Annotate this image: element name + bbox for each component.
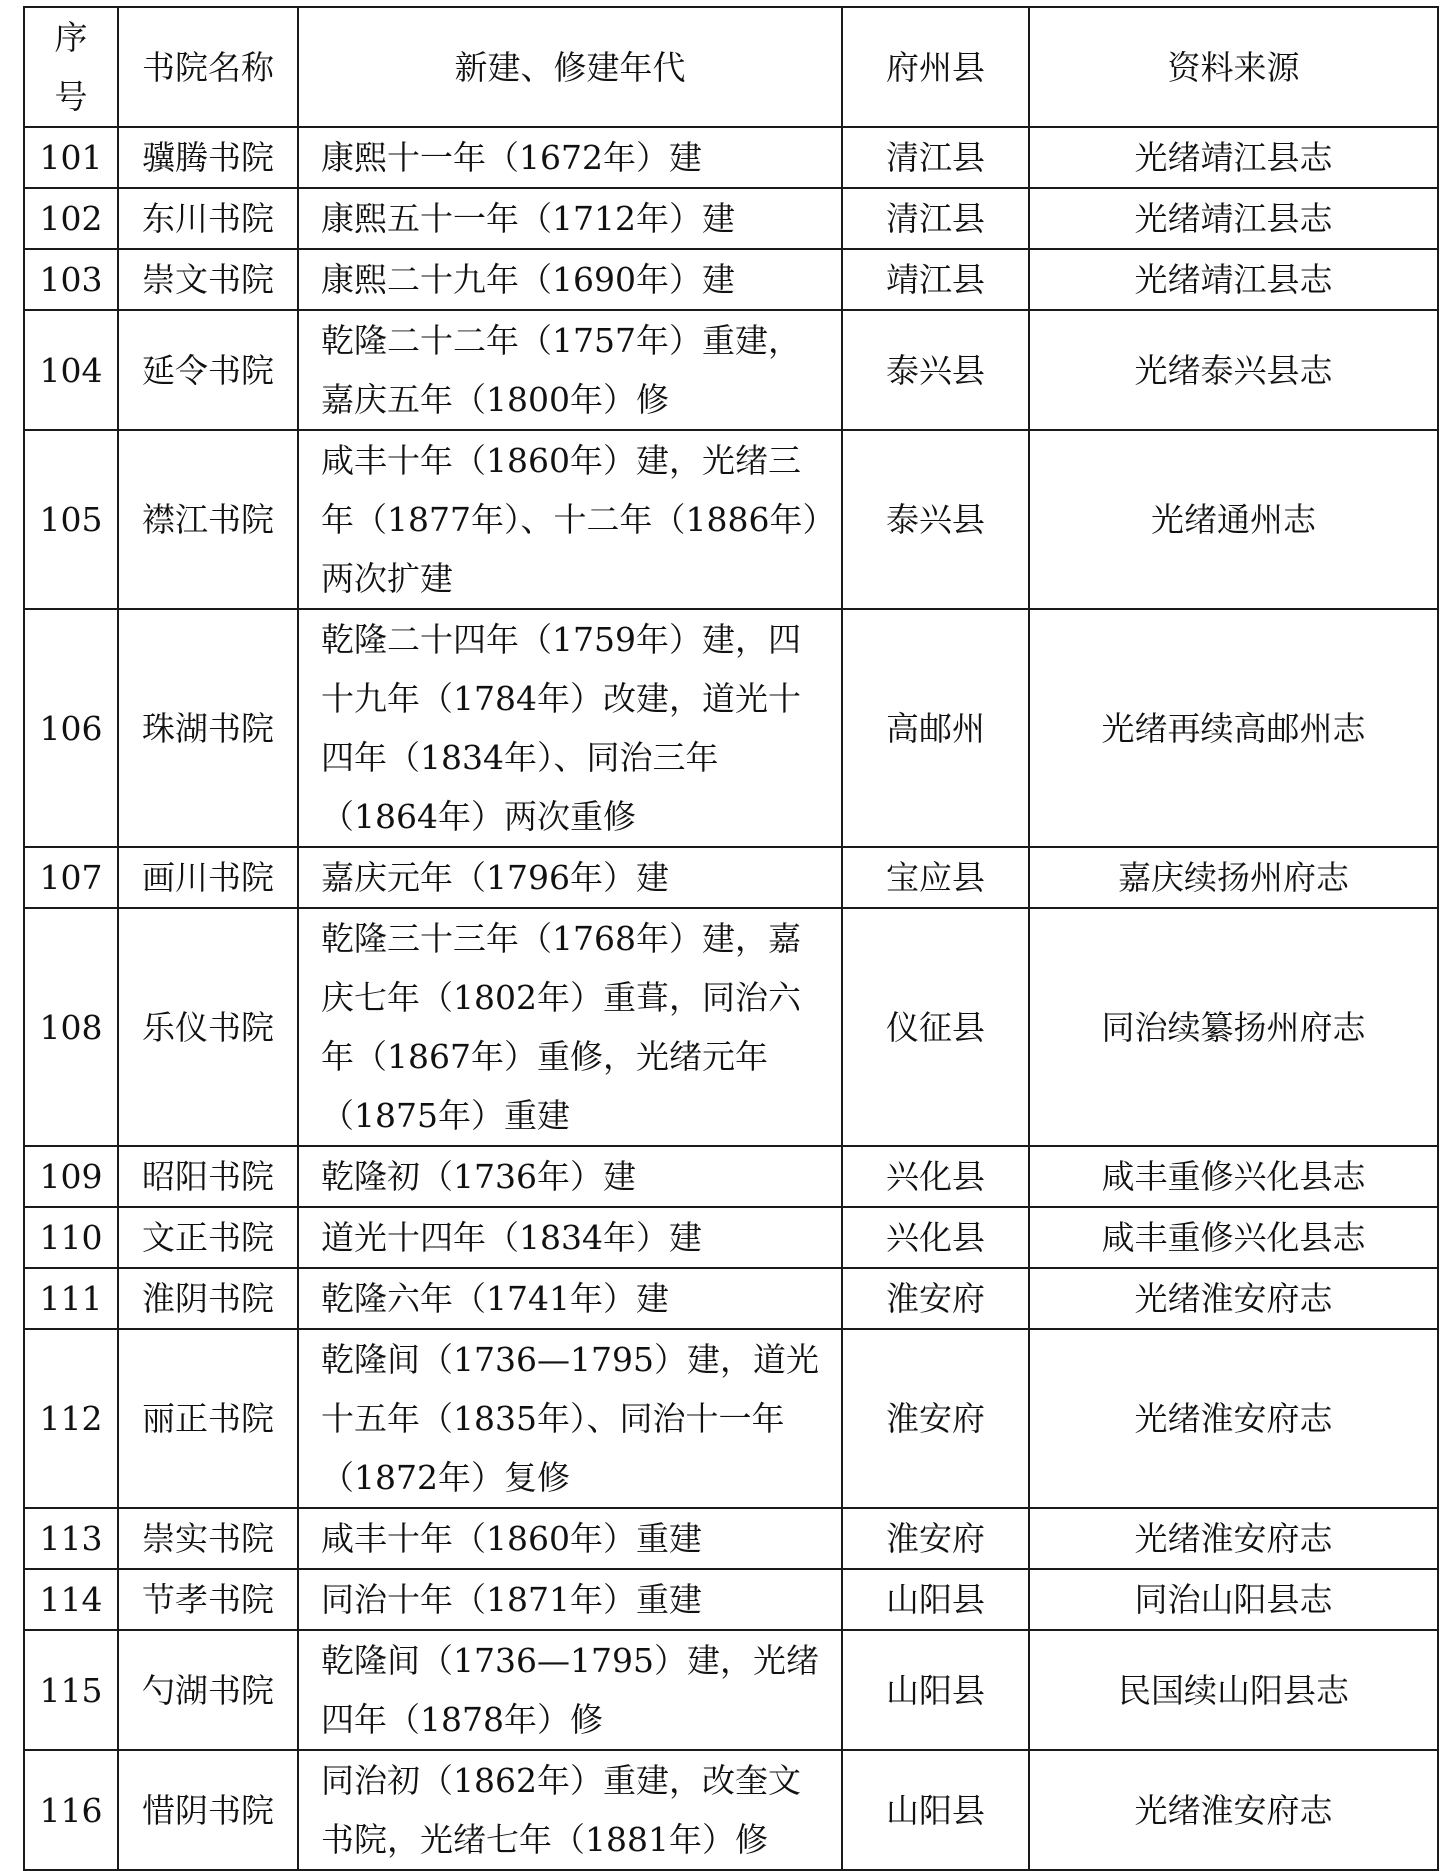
academy-name-cell: 襟江书院 xyxy=(118,430,298,609)
academy-name-cell: 惜阴书院 xyxy=(118,1750,298,1870)
academy-name-cell: 文正书院 xyxy=(118,1207,298,1268)
academy-name-cell: 节孝书院 xyxy=(118,1569,298,1630)
serial-number-cell: 104 xyxy=(24,310,118,430)
source-cell: 光绪泰兴县志 xyxy=(1029,310,1438,430)
source-cell: 光绪淮安府志 xyxy=(1029,1750,1438,1870)
source-cell: 光绪再续高邮州志 xyxy=(1029,609,1438,847)
county-cell: 高邮州 xyxy=(842,609,1029,847)
construction-era-cell: 乾隆三十三年（1768年）建，嘉庆七年（1802年）重葺，同治六年（1867年）重修，光绪元年（1875年）重建 xyxy=(298,908,842,1146)
academy-name-cell: 珠湖书院 xyxy=(118,609,298,847)
county-cell: 淮安府 xyxy=(842,1268,1029,1329)
serial-number-cell: 111 xyxy=(24,1268,118,1329)
table-row xyxy=(24,1750,1438,1870)
table-row xyxy=(24,188,1438,249)
serial-number-cell: 107 xyxy=(24,847,118,908)
header-county: 府州县 xyxy=(842,7,1029,127)
source-cell: 光绪淮安府志 xyxy=(1029,1329,1438,1508)
source-cell: 咸丰重修兴化县志 xyxy=(1029,1207,1438,1268)
table-row xyxy=(24,1569,1438,1630)
construction-era-cell: 同治十年（1871年）重建 xyxy=(298,1569,842,1630)
construction-era-cell: 道光十四年（1834年）建 xyxy=(298,1207,842,1268)
county-cell: 山阳县 xyxy=(842,1750,1029,1870)
construction-era-cell: 康熙二十九年（1690年）建 xyxy=(298,249,842,310)
construction-era-cell: 乾隆二十四年（1759年）建，四十九年（1784年）改建，道光十四年（1834年）、同治三年（1864年）两次重修 xyxy=(298,609,842,847)
construction-era-cell: 乾隆间（1736—1795）建，光绪四年（1878年）修 xyxy=(298,1630,842,1750)
academy-name-cell: 勺湖书院 xyxy=(118,1630,298,1750)
source-cell: 咸丰重修兴化县志 xyxy=(1029,1146,1438,1207)
serial-number-cell: 116 xyxy=(24,1750,118,1870)
county-cell: 山阳县 xyxy=(842,1630,1029,1750)
table-row xyxy=(24,310,1438,430)
table-header-row xyxy=(24,7,1438,127)
construction-era-cell: 乾隆六年（1741年）建 xyxy=(298,1268,842,1329)
table-row xyxy=(24,1207,1438,1268)
serial-number-cell: 105 xyxy=(24,430,118,609)
serial-number-cell: 110 xyxy=(24,1207,118,1268)
county-cell: 淮安府 xyxy=(842,1329,1029,1508)
construction-era-cell: 乾隆初（1736年）建 xyxy=(298,1146,842,1207)
county-cell: 清江县 xyxy=(842,127,1029,188)
source-cell: 民国续山阳县志 xyxy=(1029,1630,1438,1750)
county-cell: 清江县 xyxy=(842,188,1029,249)
table-row xyxy=(24,1508,1438,1569)
construction-era-cell: 嘉庆元年（1796年）建 xyxy=(298,847,842,908)
academy-name-cell: 画川书院 xyxy=(118,847,298,908)
table-row xyxy=(24,1329,1438,1508)
county-cell: 淮安府 xyxy=(842,1508,1029,1569)
construction-era-cell: 乾隆二十二年（1757年）重建，嘉庆五年（1800年）修 xyxy=(298,310,842,430)
table-row xyxy=(24,609,1438,847)
source-cell: 光绪淮安府志 xyxy=(1029,1268,1438,1329)
academy-name-cell: 崇实书院 xyxy=(118,1508,298,1569)
source-cell: 同治续纂扬州府志 xyxy=(1029,908,1438,1146)
serial-number-cell: 106 xyxy=(24,609,118,847)
serial-number-cell: 109 xyxy=(24,1146,118,1207)
header-construction-era: 新建、修建年代 xyxy=(298,7,842,127)
table-row xyxy=(24,1268,1438,1329)
serial-number-cell: 102 xyxy=(24,188,118,249)
academy-name-cell: 东川书院 xyxy=(118,188,298,249)
header-academy-name: 书院名称 xyxy=(118,7,298,127)
academy-name-cell: 昭阳书院 xyxy=(118,1146,298,1207)
academy-name-cell: 丽正书院 xyxy=(118,1329,298,1508)
construction-era-cell: 咸丰十年（1860年）建，光绪三年（1877年）、十二年（1886年）两次扩建 xyxy=(298,430,842,609)
academy-name-cell: 延令书院 xyxy=(118,310,298,430)
source-cell: 光绪靖江县志 xyxy=(1029,188,1438,249)
table-row xyxy=(24,249,1438,310)
serial-number-cell: 108 xyxy=(24,908,118,1146)
header-source: 资料来源 xyxy=(1029,7,1438,127)
academy-name-cell: 乐仪书院 xyxy=(118,908,298,1146)
county-cell: 山阳县 xyxy=(842,1569,1029,1630)
table-row xyxy=(24,430,1438,609)
serial-number-cell: 113 xyxy=(24,1508,118,1569)
academy-name-cell: 骥腾书院 xyxy=(118,127,298,188)
table-row xyxy=(24,1630,1438,1750)
county-cell: 靖江县 xyxy=(842,249,1029,310)
table-row xyxy=(24,127,1438,188)
construction-era-cell: 康熙五十一年（1712年）建 xyxy=(298,188,842,249)
header-serial-number: 序号 xyxy=(24,7,118,127)
table-row xyxy=(24,847,1438,908)
source-cell: 光绪靖江县志 xyxy=(1029,249,1438,310)
source-cell: 同治山阳县志 xyxy=(1029,1569,1438,1630)
source-cell: 光绪通州志 xyxy=(1029,430,1438,609)
table-body xyxy=(24,127,1438,1870)
county-cell: 兴化县 xyxy=(842,1146,1029,1207)
construction-era-cell: 同治初（1862年）重建，改奎文书院，光绪七年（1881年）修 xyxy=(298,1750,842,1870)
academy-table xyxy=(23,6,1439,1871)
serial-number-cell: 101 xyxy=(24,127,118,188)
county-cell: 兴化县 xyxy=(842,1207,1029,1268)
county-cell: 泰兴县 xyxy=(842,430,1029,609)
serial-number-cell: 112 xyxy=(24,1329,118,1508)
source-cell: 光绪靖江县志 xyxy=(1029,127,1438,188)
table-row xyxy=(24,1146,1438,1207)
serial-number-cell: 115 xyxy=(24,1630,118,1750)
table-row xyxy=(24,908,1438,1146)
county-cell: 仪征县 xyxy=(842,908,1029,1146)
serial-number-cell: 103 xyxy=(24,249,118,310)
construction-era-cell: 乾隆间（1736—1795）建，道光十五年（1835年）、同治十一年（1872年）复修 xyxy=(298,1329,842,1508)
county-cell: 泰兴县 xyxy=(842,310,1029,430)
construction-era-cell: 康熙十一年（1672年）建 xyxy=(298,127,842,188)
source-cell: 嘉庆续扬州府志 xyxy=(1029,847,1438,908)
source-cell: 光绪淮安府志 xyxy=(1029,1508,1438,1569)
academy-name-cell: 淮阴书院 xyxy=(118,1268,298,1329)
construction-era-cell: 咸丰十年（1860年）重建 xyxy=(298,1508,842,1569)
academy-name-cell: 崇文书院 xyxy=(118,249,298,310)
county-cell: 宝应县 xyxy=(842,847,1029,908)
serial-number-cell: 114 xyxy=(24,1569,118,1630)
